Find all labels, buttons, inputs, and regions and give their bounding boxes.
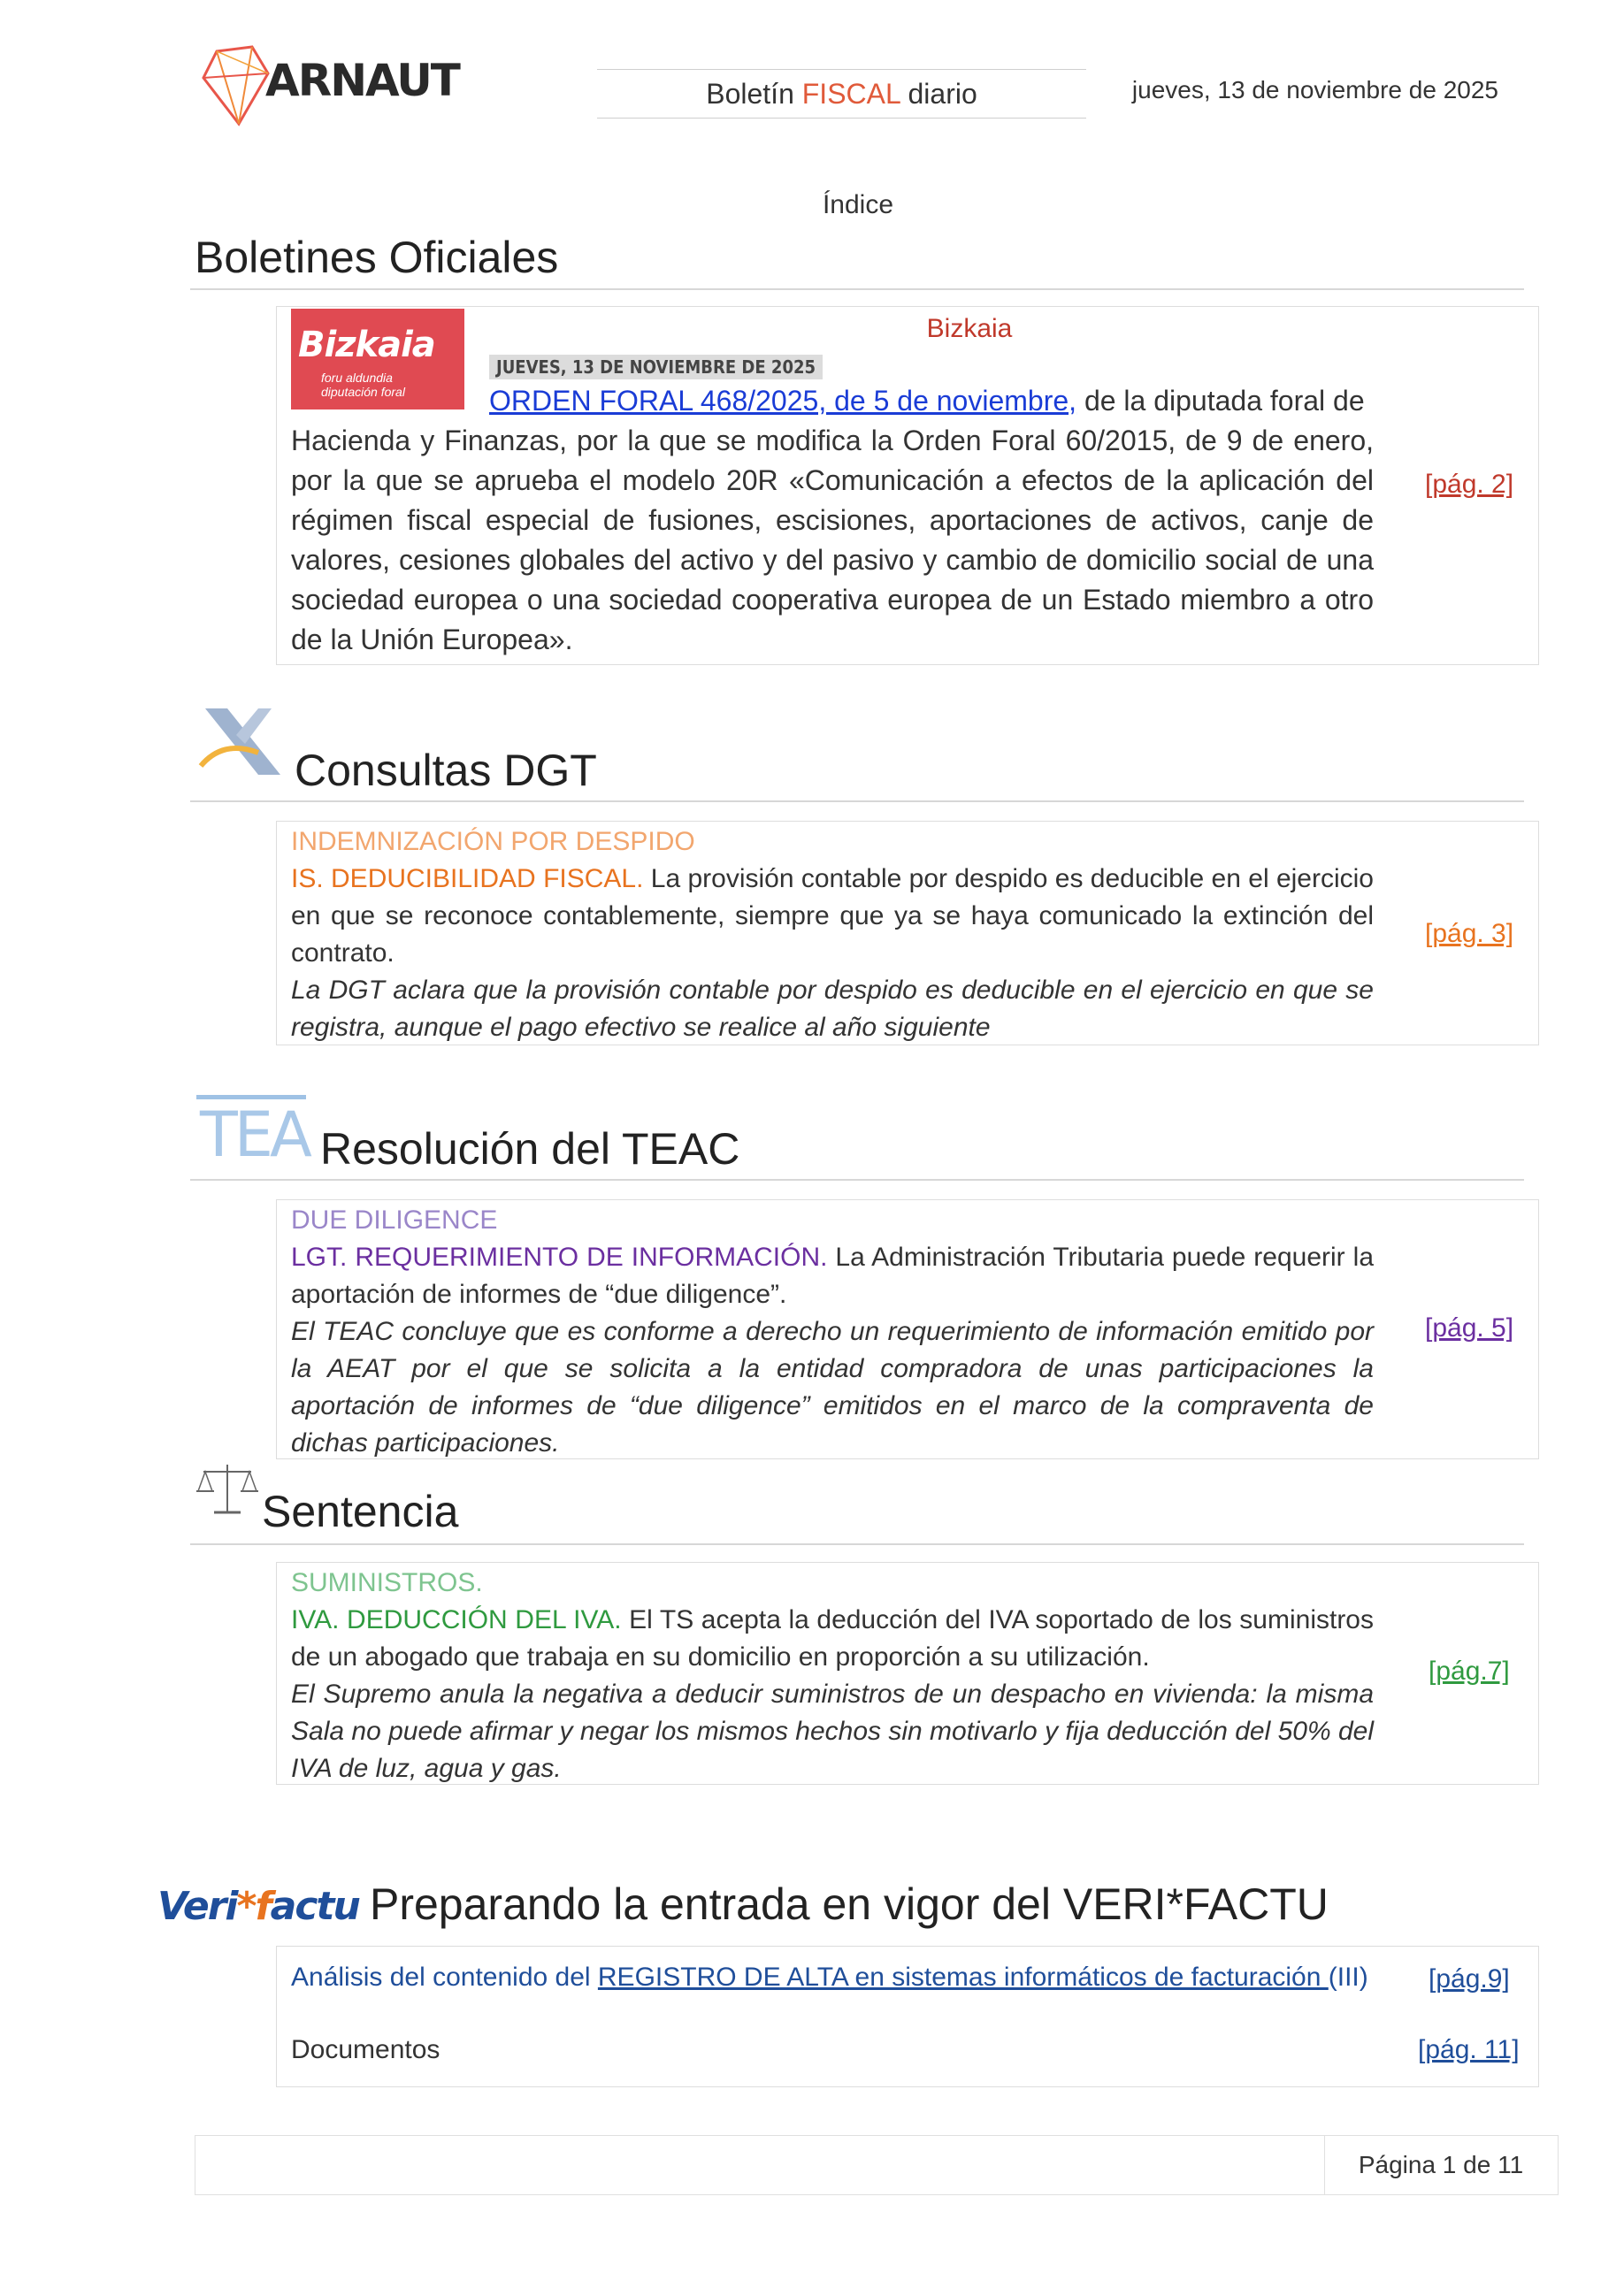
index-heading: Índice [822, 190, 894, 219]
teac-category: DUE DILIGENCE [291, 1205, 498, 1235]
boletines-box: Bizkaia foru aldundia diputación foral Bizkaia JUEVES, 13 DE NOVIEMBRE DE 2025 ORDEN FORAL 468/2025, de 5 de noviembre, de la diputada foral de Hacienda y Finanzas, por la que se modifica la Orden Foral 60/2015, de 9 de enero, por la que se aprueba el modelo 20R «Comunicación a efectos de la aplicación del régimen fiscal especial de fusiones, escisiones, aportaciones de activos, canje de valores, cesiones globales del activo y del pasivo y cambio de domicilio social de una sociedad europea o una sociedad cooperativa europea de un Estado miembro a otro de la Unión Europea». [pág. 2] [276, 306, 1539, 665]
dgt-italic: La DGT aclara que la provisión contable por despido es deducible en el ejercicio en que se registra, aunque el pago efectivo se realice al año siguiente [291, 976, 1374, 1042]
documentos-label: Documentos [291, 2035, 440, 2064]
section-title-sentencia: Sentencia [262, 1487, 459, 1536]
verifactu-logo: Veri*factu [157, 1884, 359, 1929]
verifactu-row-1: Análisis del contenido del REGISTRO DE ALTA en sistemas informáticos de facturación (III) [291, 1963, 1368, 1992]
logo-text: ARNAUT [265, 55, 459, 106]
section-title-teac: Resolución del TEAC [320, 1124, 740, 1174]
section-title-verifactu: Preparando la entrada en vigor del VERI*FACTU [370, 1879, 1329, 1929]
teac-box [276, 1199, 1539, 1459]
teac-italic: El TEAC concluye que es conforme a derecho un requerimiento de información emitido por la AEAT por el que se solicita a la entidad compradora de unas participaciones la aportación de informes de “due diligence” emitidos en el marco de la compraventa de dichas participaciones. [291, 1317, 1374, 1458]
sentencia-category: SUMINISTROS. [291, 1568, 483, 1597]
divider [190, 800, 1524, 802]
aeat-icon [196, 704, 285, 784]
sentencia-box [276, 1562, 1539, 1785]
page-link-documentos[interactable]: [pág. 11] [1418, 2035, 1520, 2064]
orden-foral-body: Hacienda y Finanzas, por la que se modifica la Orden Foral 60/2015, de 9 de enero, por la que se aprueba el modelo 20R «Comunicación a efectos de la aplicación del régimen fiscal especial de fusiones, escisiones, aportaciones de activos, canje de valores, cesiones globales del activo y del pasivo y cambio de domicilio social de una sociedad europea o una sociedad cooperativa europea de un Estado miembro a otro de la Unión Europea». [291, 425, 1374, 655]
registro-alta-link[interactable]: REGISTRO DE ALTA en sistemas informáticos de facturación [597, 1963, 1329, 1992]
page-link-teac[interactable]: [pág. 5] [1425, 1313, 1514, 1343]
teac-logo: TEA [196, 1095, 306, 1159]
page-link-verifactu-1[interactable]: [pág.9] [1429, 1964, 1510, 1994]
bulletin-title: Boletín FISCAL diario [597, 69, 1086, 119]
page-link-sentencia[interactable]: [pág.7] [1429, 1657, 1510, 1686]
aeat-logo [196, 704, 285, 788]
dgt-box [276, 821, 1539, 1045]
page-number: Página 1 de 11 [1358, 2151, 1524, 2178]
section-title-boletines: Boletines Oficiales [195, 233, 559, 282]
divider [190, 1543, 1524, 1545]
footer [195, 2135, 1559, 2195]
sentencia-italic: El Supremo anula la negativa a deducir suministros de un despacho en vivienda: la misma Sala no puede afirmar y negar los mismos hechos sin motivarlo y fija deducción del 50% del IVA de luz, agua y gas. [291, 1680, 1374, 1783]
header-date: jueves, 13 de noviembre de 2025 [1131, 76, 1498, 103]
dgt-summary: IS. DEDUCIBILIDAD FISCAL. La provisión contable por despido es deducible en el ejercicio en que se reconoce contablemente, siempre que ya se haya comunicado la extinción del contrato. [291, 864, 1374, 968]
orden-foral-link[interactable]: ORDEN FORAL 468/2025, de 5 de noviembre, [489, 385, 1077, 417]
page-link-dgt[interactable]: [pág. 3] [1425, 919, 1514, 948]
divider [190, 288, 1524, 290]
teac-summary: LGT. REQUERIMIENTO DE INFORMACIÓN. La Administración Tributaria puede requerir la aportación de informes de “due diligence”. [291, 1243, 1375, 1309]
dgt-category: INDEMNIZACIÓN POR DESPIDO [291, 827, 695, 856]
scales-logo [196, 1461, 258, 1522]
verifactu-box [276, 1946, 1539, 2087]
date-badge: JUEVES, 13 DE NOVIEMBRE DE 2025 [489, 355, 823, 379]
divider [190, 1179, 1524, 1181]
sentencia-summary: IVA. DEDUCCIÓN DEL IVA. El TS acepta la deducción del IVA soportado de los suministros de un abogado que trabaja en su domicilio en proporción a su utilización. [291, 1605, 1374, 1672]
region-label: Bizkaia [926, 314, 1013, 343]
section-title-dgt: Consultas DGT [295, 746, 597, 795]
bizkaia-logo: Bizkaia foru aldundia diputación foral [291, 309, 464, 409]
page-link-boletines[interactable]: [pág. 2] [1425, 470, 1514, 499]
scales-icon [196, 1461, 258, 1518]
